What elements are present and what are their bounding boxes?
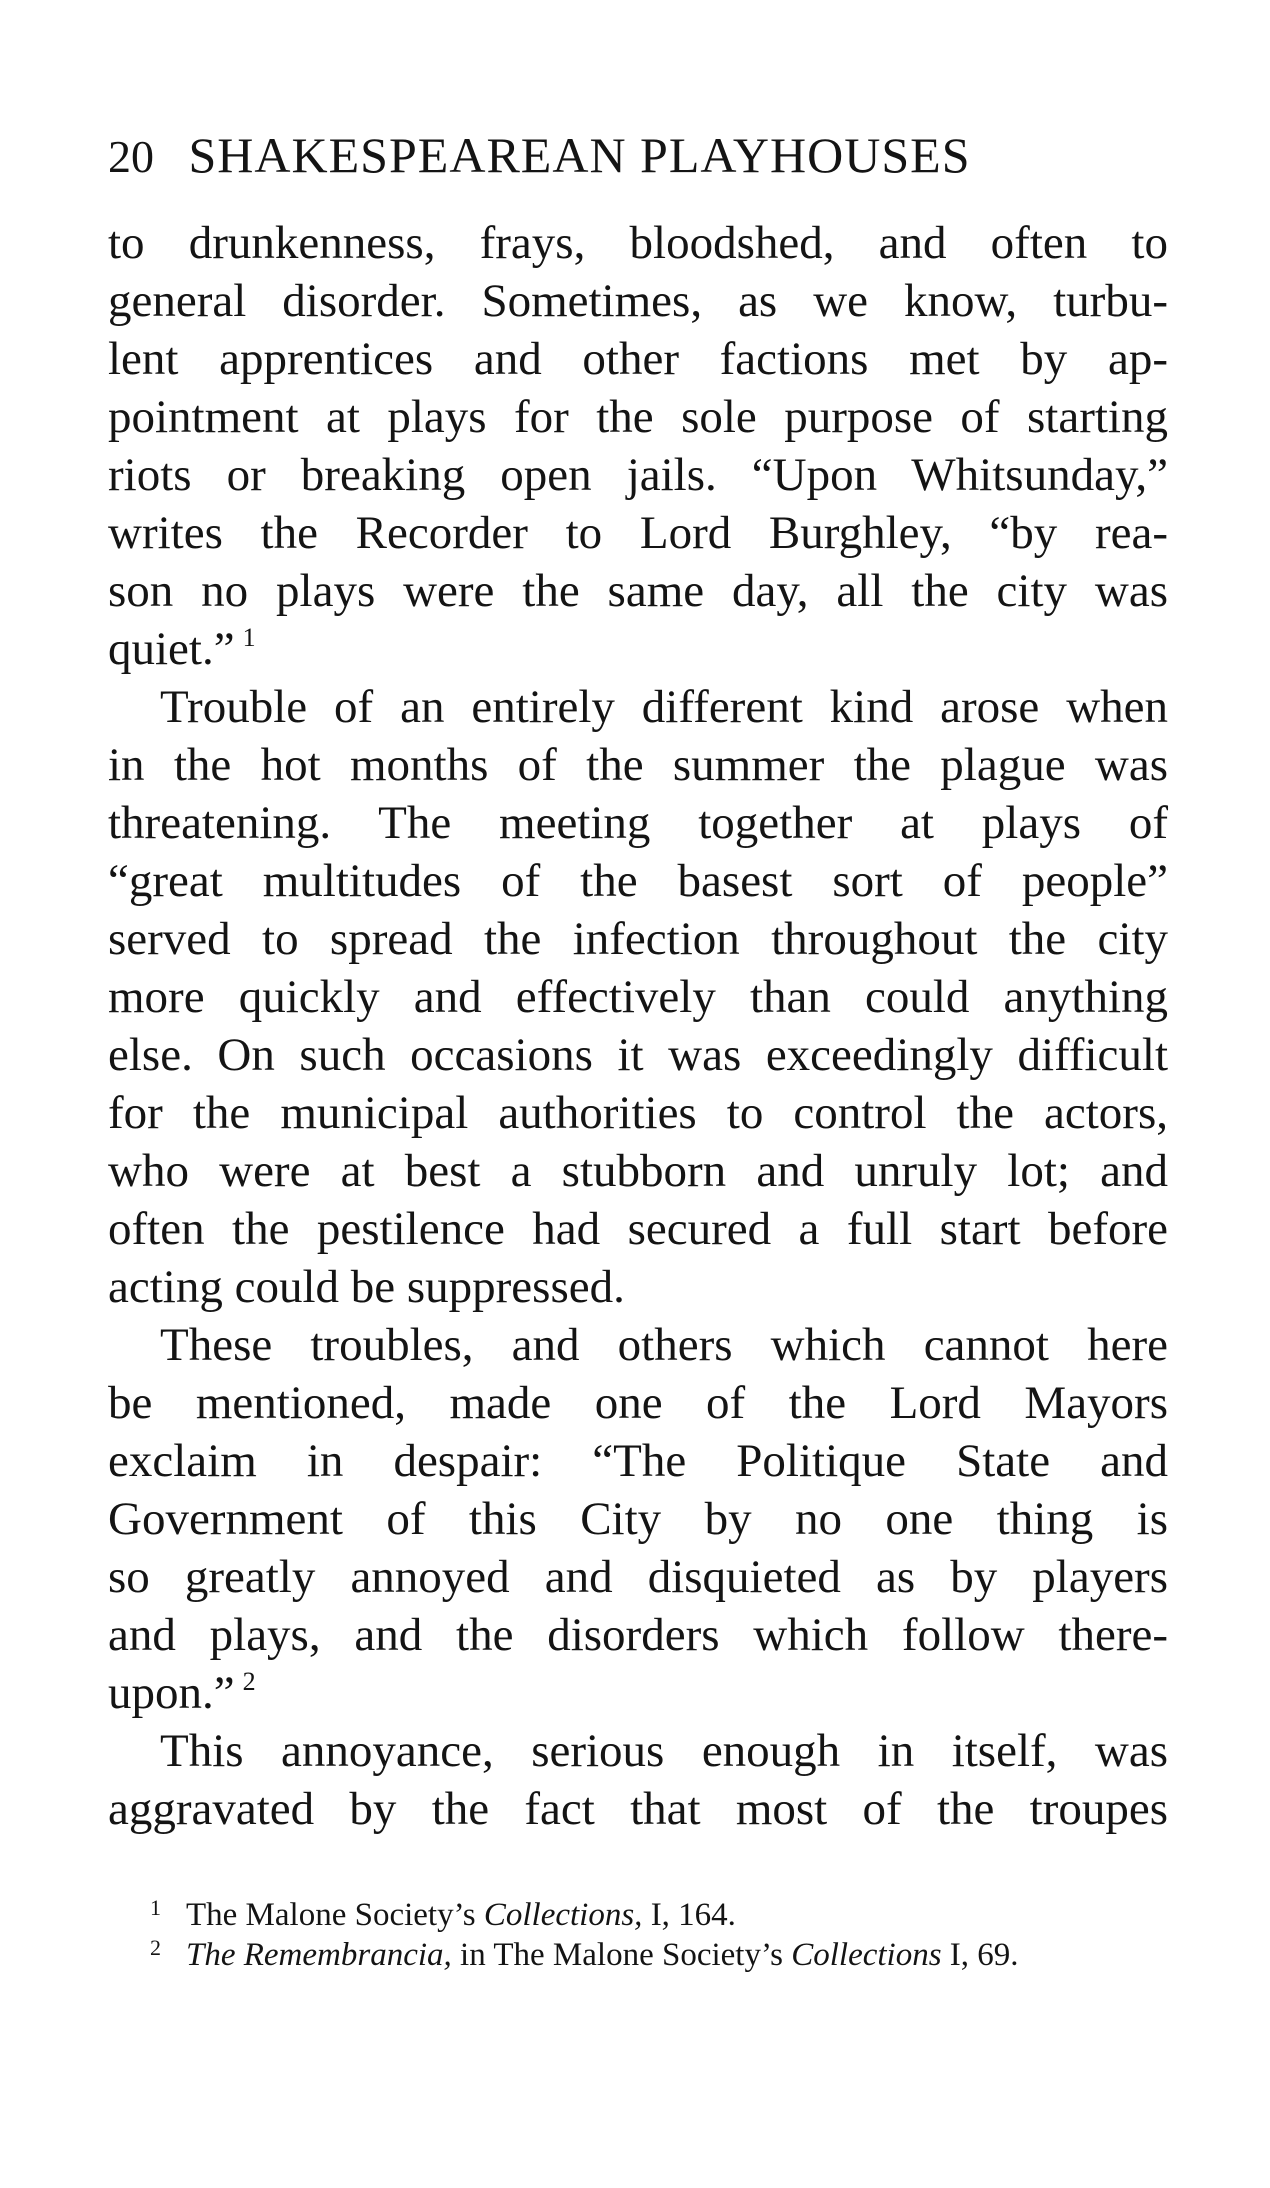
paragraph-4 xyxy=(108,1722,1168,1838)
text-line: general disorder. Sometimes, as we know, turbu- xyxy=(108,275,1168,327)
footnote-2: 2 The Remembrancia, in The Malone Society’s Collections I, 69. xyxy=(150,1935,1019,1973)
paragraph-3 xyxy=(108,1316,1168,1722)
text-line: This annoyance, serious enough in itself, was xyxy=(160,1725,1168,1777)
text-line: for the municipal authorities to control the actors, xyxy=(108,1087,1168,1139)
text-line: Trouble of an entirely different kind arose when xyxy=(160,681,1168,733)
page-number: 20 xyxy=(108,131,154,182)
text-line: son no plays were the same day, all the city was xyxy=(108,565,1168,617)
text-line: These troubles, and others which cannot here xyxy=(160,1319,1168,1371)
footnote-text: in The Malone Society’s xyxy=(451,1937,792,1973)
text-line: in the hot months of the summer the plague was xyxy=(108,739,1168,791)
footnote-title: The Remembrancia, xyxy=(186,1937,452,1973)
text-line: often the pestilence had secured a full start before xyxy=(108,1203,1168,1255)
text-line: served to spread the infection throughout the city xyxy=(108,913,1168,965)
text-line: writes the Recorder to Lord Burghley, “by rea- xyxy=(108,507,1168,559)
text-line: exclaim in despair: “The Politique State and xyxy=(108,1435,1168,1487)
text-line: else. On such occasions it was exceedingly difficult xyxy=(108,1029,1168,1081)
body-text xyxy=(108,214,1168,1838)
text-line xyxy=(108,620,1168,678)
footnotes xyxy=(150,1895,1180,1975)
footnote-title: Collections xyxy=(791,1937,942,1973)
footnote-reference: 1 xyxy=(242,623,256,652)
text-line: and plays, and the disorders which follow there- xyxy=(108,1609,1168,1661)
footnote-reference: 2 xyxy=(242,1667,256,1696)
text-fragment: upon.” xyxy=(108,1667,235,1719)
text-line: be mentioned, made one of the Lord Mayors xyxy=(108,1377,1168,1429)
footnote-1: 1 The Malone Society’s Collections, I, 164. xyxy=(150,1895,736,1933)
paragraph-2 xyxy=(108,678,1168,1316)
text-line: so greatly annoyed and disquieted as by players xyxy=(108,1551,1168,1603)
text-line: acting could be suppressed. xyxy=(108,1261,625,1313)
text-line: lent apprentices and other factions met by ap- xyxy=(108,333,1168,385)
text-line: “great multitudes of the basest sort of people” xyxy=(108,855,1168,907)
running-head xyxy=(108,120,1168,190)
footnote-text: The Malone Society’s xyxy=(186,1897,484,1933)
text-line: to drunkenness, frays, bloodshed, and often to xyxy=(108,217,1168,269)
text-fragment: quiet.” xyxy=(108,623,235,675)
footnote-text: I, 69. xyxy=(941,1937,1019,1973)
text-line: more quickly and effectively than could anything xyxy=(108,971,1168,1023)
running-title: SHAKESPEAREAN PLAYHOUSES xyxy=(188,127,971,183)
text-line: threatening. The meeting together at plays of xyxy=(108,797,1168,849)
text-line: pointment at plays for the sole purpose of starting xyxy=(108,391,1168,443)
footnote-title: Collections, xyxy=(483,1897,643,1933)
text-line xyxy=(108,1664,1168,1722)
text-line: Government of this City by no one thing is xyxy=(108,1493,1168,1545)
text-line: riots or breaking open jails. “Upon Whitsunday,” xyxy=(108,449,1168,501)
text-line: who were at best a stubborn and unruly lot; and xyxy=(108,1145,1168,1197)
text-line: aggravated by the fact that most of the troupes xyxy=(108,1783,1168,1835)
footnote-text: I, 164. xyxy=(642,1897,736,1933)
paragraph-1 xyxy=(108,214,1168,678)
